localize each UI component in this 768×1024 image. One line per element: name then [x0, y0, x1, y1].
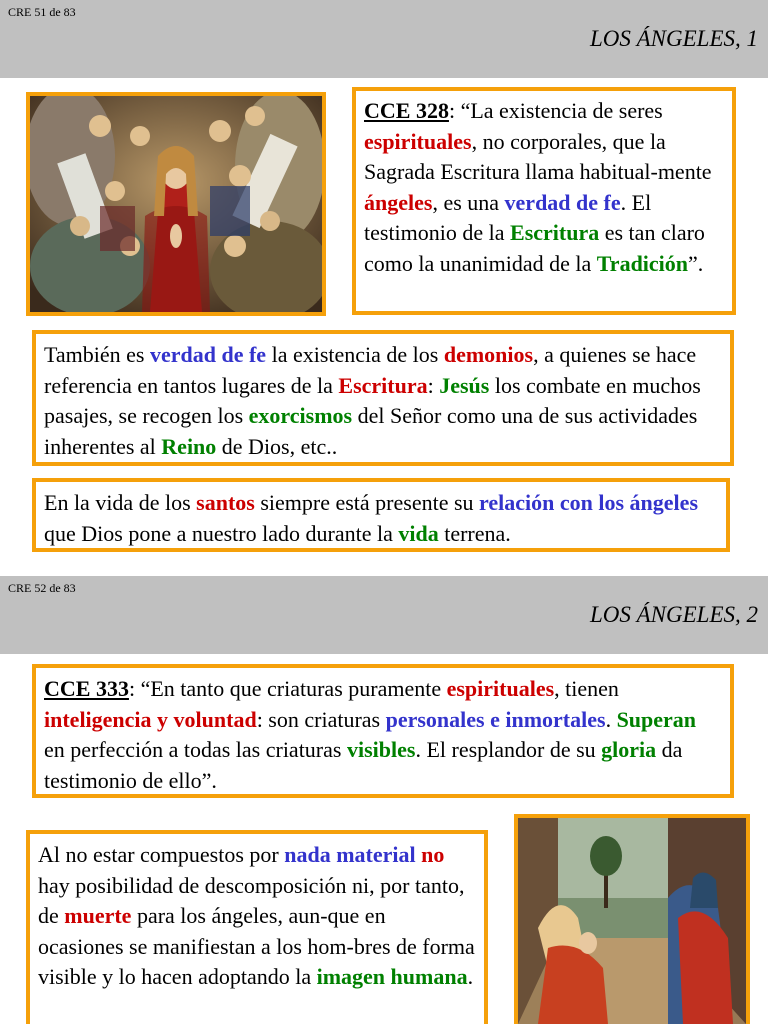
cce-328-text: ”.: [688, 250, 704, 276]
highlight-imagen-humana: imagen humana: [316, 964, 468, 989]
matter-text: .: [467, 964, 474, 989]
demons-text: los combate en muchos pasajes, se recogen los: [44, 372, 701, 428]
cce-328-box: [352, 87, 736, 315]
highlight-no: no: [421, 842, 445, 867]
cce-333-box: [32, 664, 734, 798]
angels-painting: [26, 92, 326, 316]
cce-328-text: es tan claro como la unanimidad de la: [364, 220, 705, 276]
matter-text: para los ángeles, aun-que en ocasiones se manifiestan a los hom-bres de forma visible y lo hacen adoptando la: [38, 903, 475, 989]
cce-333-text: da testimonio de ello”.: [44, 737, 683, 793]
cce-333-text: . El resplandor de su: [415, 737, 602, 762]
highlight-espirituales: espirituales: [364, 128, 472, 154]
cce-333-text: en perfección a todas las criaturas: [44, 737, 347, 762]
saints-text: terrena.: [438, 520, 511, 546]
demons-text: del Señor como una de sus actividades inherentes al: [44, 403, 698, 459]
cce-333-text: , tienen: [554, 676, 619, 701]
highlight-reino: Reino: [161, 433, 217, 459]
slide1-title: LOS ÁNGELES, 1: [589, 26, 758, 51]
highlight-escritura: Escritura: [338, 372, 428, 398]
demons-text: de Dios, etc..: [216, 433, 338, 459]
matter-text: Al no estar compuestos por: [38, 842, 285, 867]
highlight-gloria: gloria: [601, 737, 657, 762]
matter-box: [26, 830, 488, 1024]
cce-333-text: .: [605, 706, 617, 732]
saints-text: que Dios pone a nuestro lado durante la: [44, 520, 399, 546]
highlight-angeles: ángeles: [364, 189, 433, 215]
saints-text: En la vida de los: [44, 490, 197, 515]
demons-text: :: [427, 372, 440, 398]
matter-text: hay posibilidad de descomposición ni, por tanto, de: [38, 872, 465, 928]
highlight-demonios: demonios: [443, 342, 534, 367]
cce-333-text: : son criaturas: [256, 706, 386, 732]
highlight-santos: santos: [196, 490, 255, 515]
highlight-tradicion: Tradición: [596, 250, 689, 276]
highlight-visibles: visibles: [346, 737, 416, 762]
slide2-title: LOS ÁNGELES, 2: [589, 602, 758, 627]
highlight-vida: vida: [398, 520, 439, 546]
cce-328-ref: CCE 328: [364, 98, 449, 123]
highlight-verdad-de-fe: verdad de fe: [149, 342, 267, 367]
highlight-espirituales: espirituales: [446, 676, 555, 701]
highlight-relacion: relación con los ángeles: [479, 490, 698, 515]
highlight-verdad-de-fe: verdad de fe: [504, 189, 621, 215]
highlight-superan: Superan: [616, 706, 697, 732]
slide1-number: CRE 51 de 83: [8, 5, 76, 19]
demons-text: la existencia de los: [266, 342, 444, 367]
saints-text: siempre está presente su: [254, 490, 480, 515]
demons-text: También es: [44, 342, 150, 367]
cce-328-text: , no corporales, que la Sagrada Escritura llama habitual-mente: [364, 128, 712, 184]
highlight-personales: personales e inmortales: [385, 706, 606, 732]
highlight-exorcismos: exorcismos: [248, 403, 353, 428]
demons-text: , a quienes se hace referencia en tantos lugares de la: [44, 342, 697, 398]
slide1-header: [0, 0, 768, 78]
cce-328-text: . El testimonio de la: [364, 189, 652, 245]
cce-328-text: : “La existencia de seres: [448, 98, 663, 123]
cce-333-text: : “En tanto que criaturas puramente: [128, 676, 447, 701]
demons-box: [32, 330, 734, 466]
cce-328-text: , es una: [432, 189, 505, 215]
highlight-inteligencia: inteligencia y voluntad: [44, 706, 257, 732]
highlight-muerte: muerte: [64, 903, 132, 928]
cce-333-ref: CCE 333: [44, 676, 129, 701]
saints-box: [32, 478, 730, 552]
highlight-jesus: Jesús: [439, 372, 490, 398]
slide2-header: [0, 576, 768, 654]
slide2-number: CRE 52 de 83: [8, 581, 76, 595]
annunciation-painting: [514, 814, 750, 1024]
highlight-escritura: Escritura: [510, 220, 600, 245]
highlight-nada-material: nada material: [284, 842, 416, 867]
